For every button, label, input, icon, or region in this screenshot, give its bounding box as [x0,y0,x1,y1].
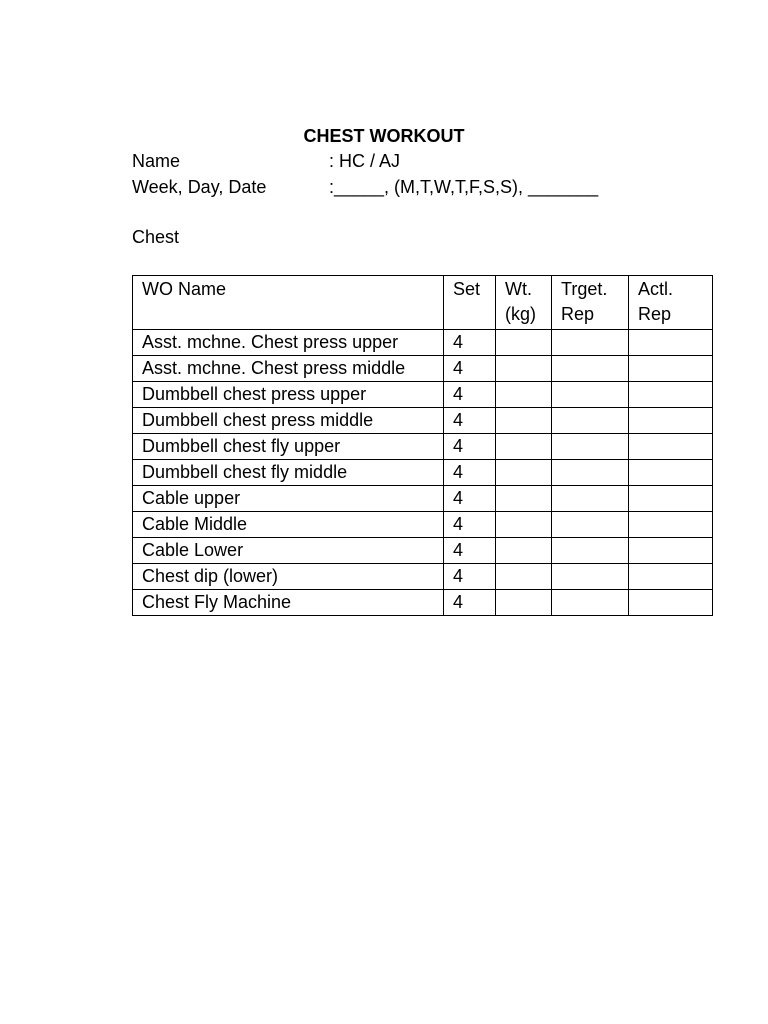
table-row [133,460,713,486]
header-target-line2: Rep [561,304,595,324]
table-row [133,382,713,408]
actual-rep-cell [629,590,713,616]
exercise-name-cell: Dumbbell chest fly middle [133,460,444,486]
table-row [133,486,713,512]
workout-table [132,275,713,616]
actual-rep-cell [629,512,713,538]
header-target-rep [552,276,629,330]
set-cell: 4 [444,590,496,616]
header-weight-line2: (kg) [505,304,536,324]
week-day-date-label: Week, Day, Date [132,177,267,197]
set-cell: 4 [444,434,496,460]
header-weight [496,276,552,330]
set-cell: 4 [444,382,496,408]
table-header-row [133,276,713,330]
target-rep-cell [552,590,629,616]
set-cell: 4 [444,538,496,564]
weight-cell [496,590,552,616]
weight-cell [496,460,552,486]
weight-cell [496,356,552,382]
set-cell: 4 [444,408,496,434]
table-row [133,538,713,564]
weight-cell [496,486,552,512]
exercise-name-cell: Asst. mchne. Chest press upper [133,330,444,356]
header-set-text: Set [453,279,481,299]
set-cell: 4 [444,330,496,356]
target-rep-cell [552,460,629,486]
header-target-line1: Trget. [561,279,608,299]
exercise-name-cell: Chest Fly Machine [133,590,444,616]
set-cell: 4 [444,460,496,486]
actual-rep-cell [629,564,713,590]
target-rep-cell [552,330,629,356]
table-row [133,434,713,460]
exercise-name-cell: Cable upper [133,486,444,512]
actual-rep-cell [629,382,713,408]
weight-cell [496,434,552,460]
table-row [133,330,713,356]
header-actual-rep [629,276,713,330]
target-rep-cell [552,512,629,538]
header-set [444,276,496,330]
header-wo-name [133,276,444,330]
header-actual-line1: Actl. [638,279,674,299]
weight-cell [496,564,552,590]
weight-cell [496,382,552,408]
table-row [133,564,713,590]
document-title: CHEST WORKOUT [303,126,465,146]
target-rep-cell [552,538,629,564]
name-label: Name [132,151,181,171]
exercise-name-cell: Dumbbell chest fly upper [133,434,444,460]
actual-rep-cell [629,434,713,460]
set-cell: 4 [444,512,496,538]
actual-rep-cell [629,538,713,564]
header-wo-name-text: WO Name [142,279,227,299]
actual-rep-cell [629,356,713,382]
section-label: Chest [132,227,180,247]
table-row [133,512,713,538]
actual-rep-cell [629,330,713,356]
table-row [133,590,713,616]
target-rep-cell [552,408,629,434]
exercise-name-cell: Dumbbell chest press upper [133,382,444,408]
name-value: : HC / AJ [329,151,401,171]
exercise-name-cell: Chest dip (lower) [133,564,444,590]
actual-rep-cell [629,460,713,486]
exercise-name-cell: Cable Middle [133,512,444,538]
actual-rep-cell [629,408,713,434]
actual-rep-cell [629,486,713,512]
set-cell: 4 [444,564,496,590]
weight-cell [496,512,552,538]
exercise-name-cell: Cable Lower [133,538,444,564]
weight-cell [496,330,552,356]
target-rep-cell [552,434,629,460]
target-rep-cell [552,564,629,590]
table-row [133,356,713,382]
header-actual-line2: Rep [638,304,672,324]
week-day-date-value: :_____, (M,T,W,T,F,S,S), _______ [329,177,599,197]
target-rep-cell [552,356,629,382]
header-weight-line1: Wt. [505,279,532,299]
set-cell: 4 [444,356,496,382]
weight-cell [496,408,552,434]
weight-cell [496,538,552,564]
target-rep-cell [552,382,629,408]
target-rep-cell [552,486,629,512]
table-row [133,408,713,434]
exercise-name-cell: Dumbbell chest press middle [133,408,444,434]
exercise-name-cell: Asst. mchne. Chest press middle [133,356,444,382]
set-cell: 4 [444,486,496,512]
